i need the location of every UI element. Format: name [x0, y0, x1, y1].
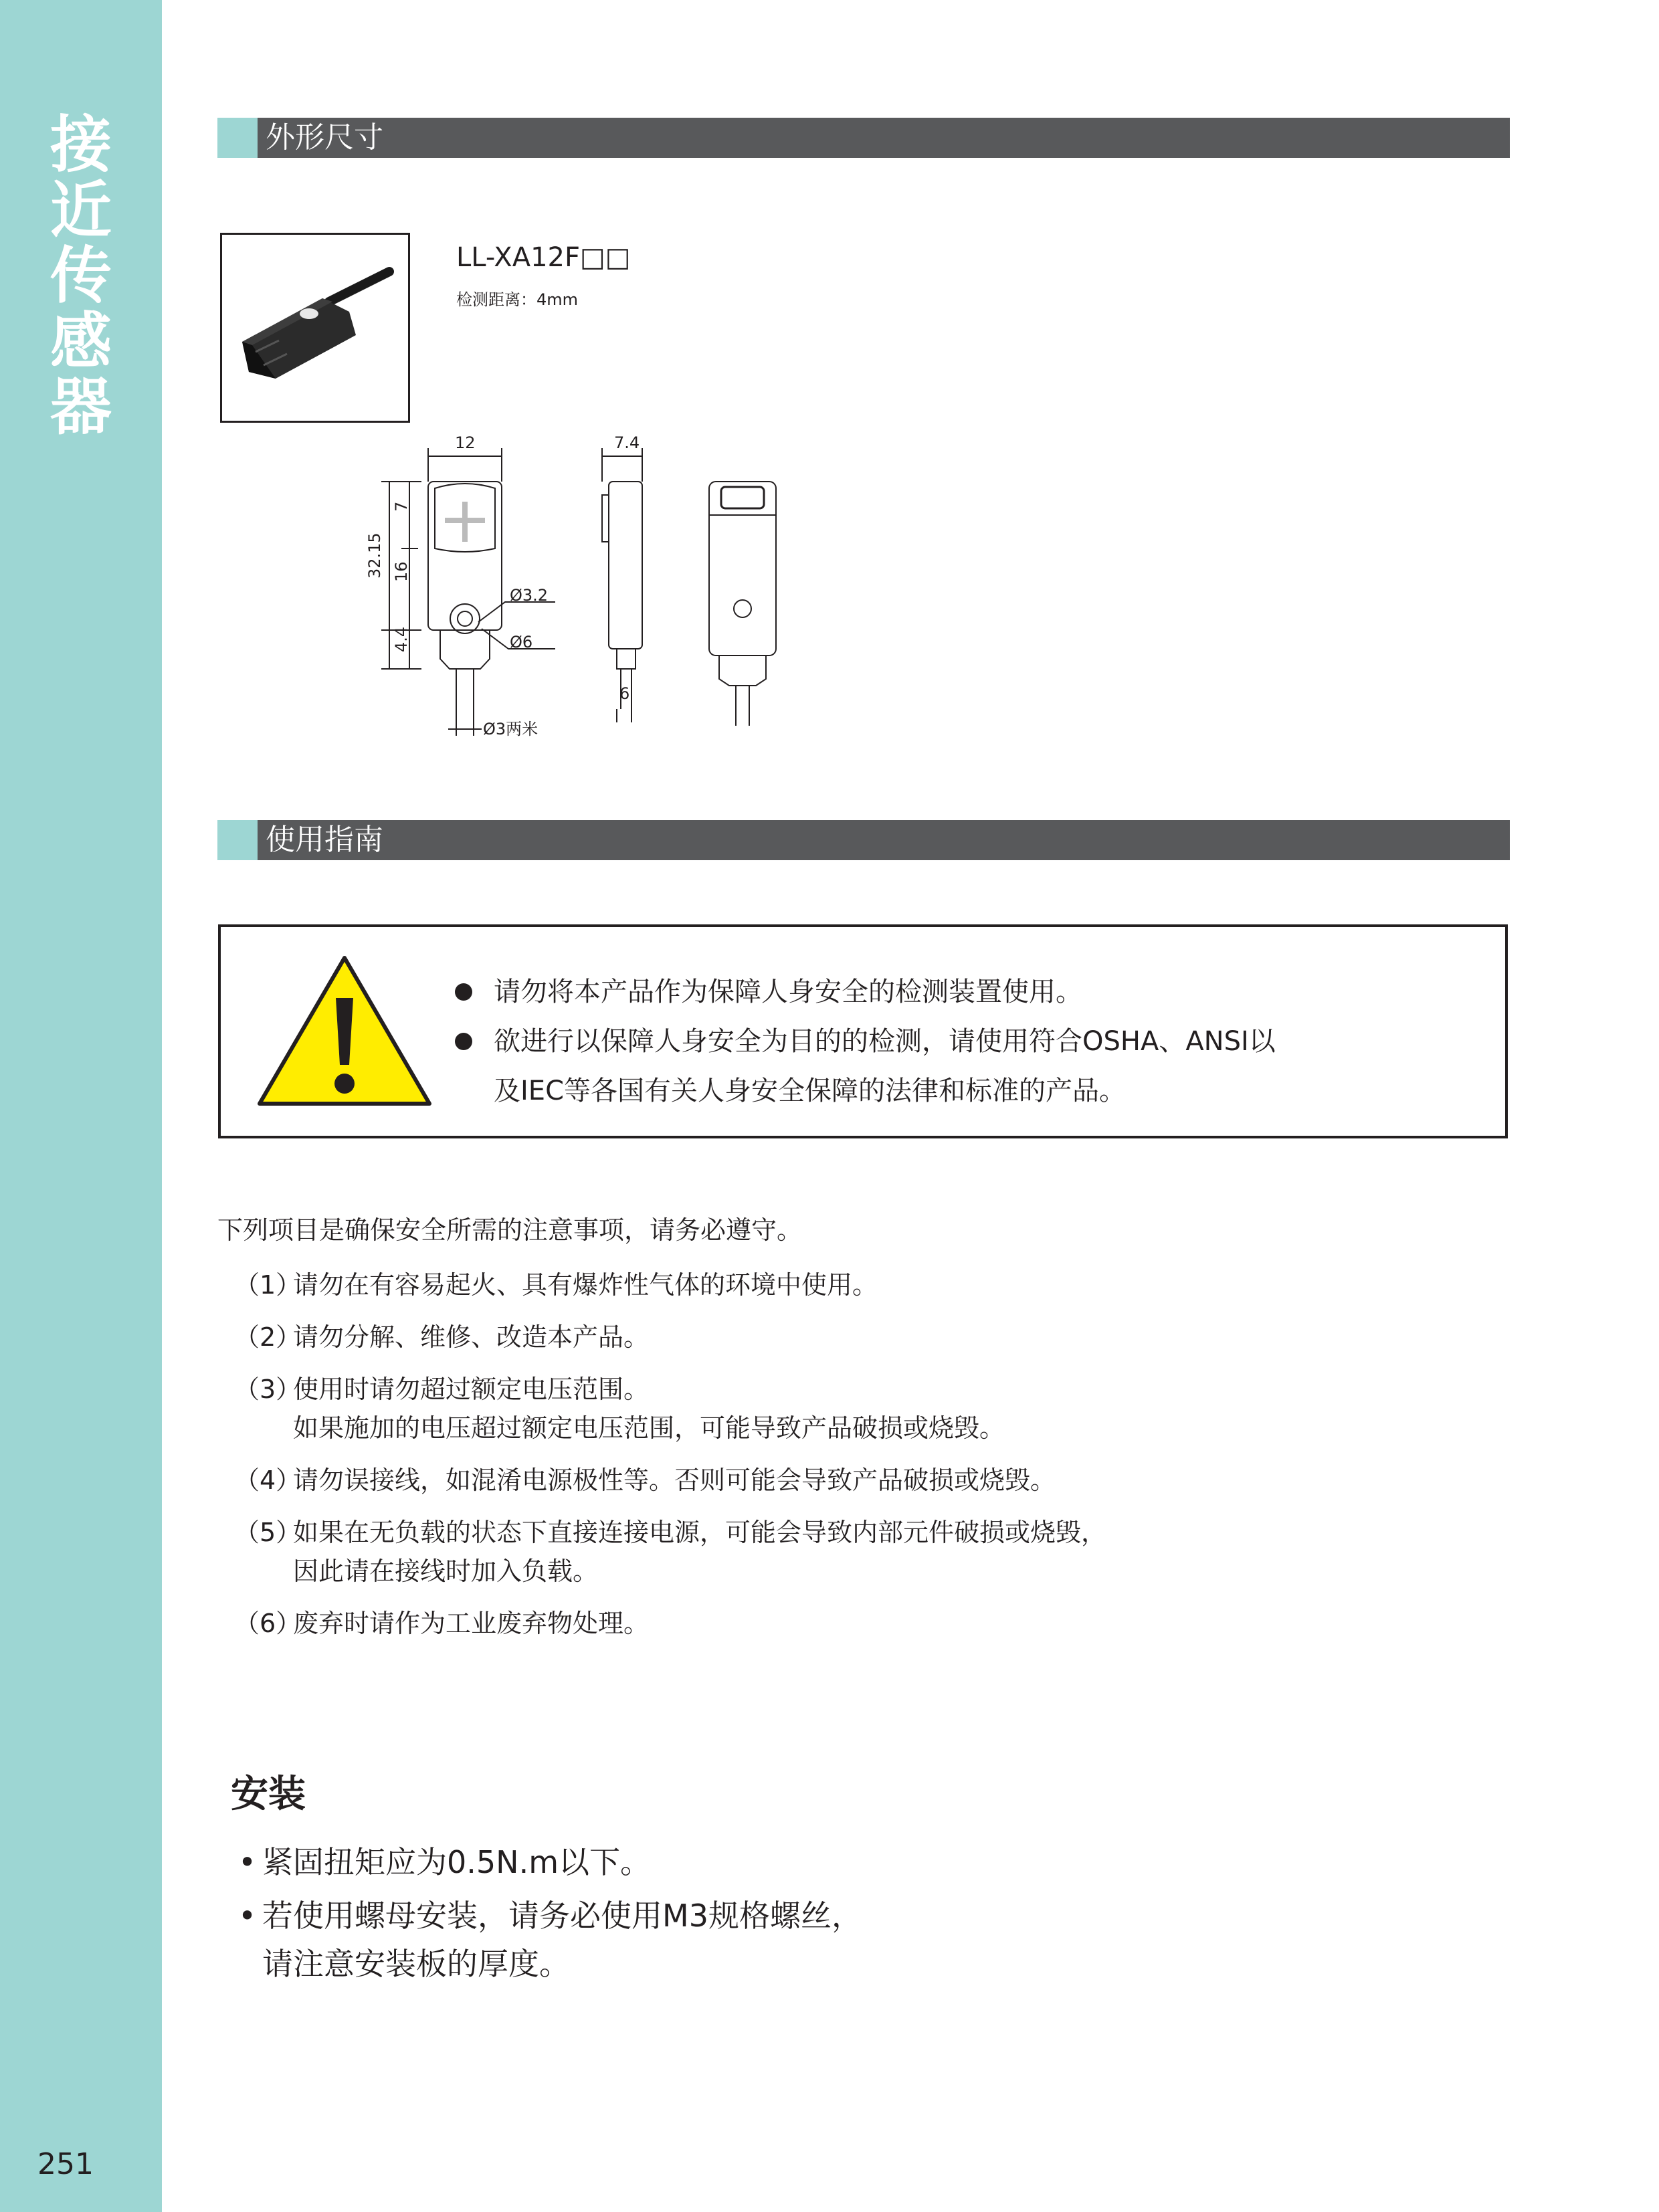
note-item: （3）使用时请勿超过额定电压范围。 如果施加的电压超过额定电压范围，可能导致产品破损或烧毁。 [234, 1375, 1005, 1443]
sidebar-char: 器 [50, 371, 112, 443]
washer-circle [450, 604, 480, 633]
note-item: （2）请勿分解、维修、改造本产品。 [234, 1322, 650, 1352]
bullet-icon [455, 983, 472, 1001]
note-item: （1）请勿在有容易起火、具有爆炸性气体的环境中使用。 [234, 1270, 878, 1300]
dim-hole: Ø3.2 [510, 586, 549, 605]
page-number: 251 [37, 2147, 94, 2181]
dim-total: 32.15 [365, 532, 384, 579]
sidebar-title [0, 109, 162, 443]
note-item: （5）如果在无负载的状态下直接连接电源，可能会导致内部元件破损或烧毁， 因此请在接线时加入负载。 [234, 1518, 1107, 1586]
warning-triangle-icon [254, 951, 435, 1112]
section-accent [217, 820, 258, 860]
sidebar-char: 感 [50, 306, 112, 377]
section-header-guide [217, 820, 1510, 860]
notes-list [234, 1266, 1106, 1656]
hole-circle [458, 611, 472, 626]
section-header-dimensions [217, 118, 1510, 158]
warning-list [455, 967, 1276, 1116]
warning-item-continuation: 及IEC等各国有关人身安全保障的法律和标准的产品。 [494, 1076, 1126, 1106]
dim-bottom: 4.4 [392, 626, 411, 652]
side-view-body [609, 482, 642, 649]
note-item: （4）请勿误接线，如混淆电源极性等。否则可能会导致产品破损或烧毁。 [234, 1466, 1056, 1495]
sidebar [0, 0, 162, 2212]
sensor-photo-icon [222, 235, 408, 421]
note-item: （6）废弃时请作为工业废弃物处理。 [234, 1609, 650, 1638]
install-title: 安装 [231, 1773, 306, 1816]
bullet-icon [455, 1033, 472, 1050]
install-list [238, 1838, 862, 1993]
warning-item: 欲进行以保障人身安全为目的的检测，请使用符合OSHA、ANSI以 [455, 1017, 1276, 1066]
sidebar-char: 接 [50, 109, 112, 181]
bullet-icon: • [238, 1844, 257, 1880]
section-title: 外形尺寸 [266, 120, 383, 155]
warning-item: 请勿将本产品作为保障人身安全的检测装置使用。 [455, 967, 1276, 1017]
detection-distance: 检测距离：4mm [456, 290, 579, 309]
dim-base: 6 [619, 684, 630, 703]
dim-cable: Ø3两米 [483, 720, 539, 738]
dim-width: 12 [455, 433, 476, 452]
sidebar-char: 近 [50, 175, 112, 246]
install-item: • 若使用螺母安装，请务必使用M3规格螺丝， 请注意安装板的厚度。 [238, 1892, 862, 1988]
dim-mid: 16 [392, 561, 411, 582]
model-number: LL-XA12F□□ [456, 242, 631, 273]
bullet-icon: • [238, 1898, 257, 1934]
section-title: 使用指南 [266, 823, 383, 857]
warning-box [218, 924, 1508, 1138]
product-photo [220, 233, 410, 423]
dim-top: 7 [392, 501, 411, 512]
section-accent [217, 118, 258, 158]
sidebar-char: 传 [50, 240, 112, 312]
install-item: • 紧固扭矩应为0.5N.m以下。 [238, 1838, 862, 1886]
dim-depth: 7.4 [614, 433, 640, 452]
dim-washer: Ø6 [510, 633, 533, 651]
notes-intro: 下列项目是确保安全所需的注意事项，请务必遵守。 [217, 1215, 803, 1245]
dimension-drawing [355, 428, 863, 749]
